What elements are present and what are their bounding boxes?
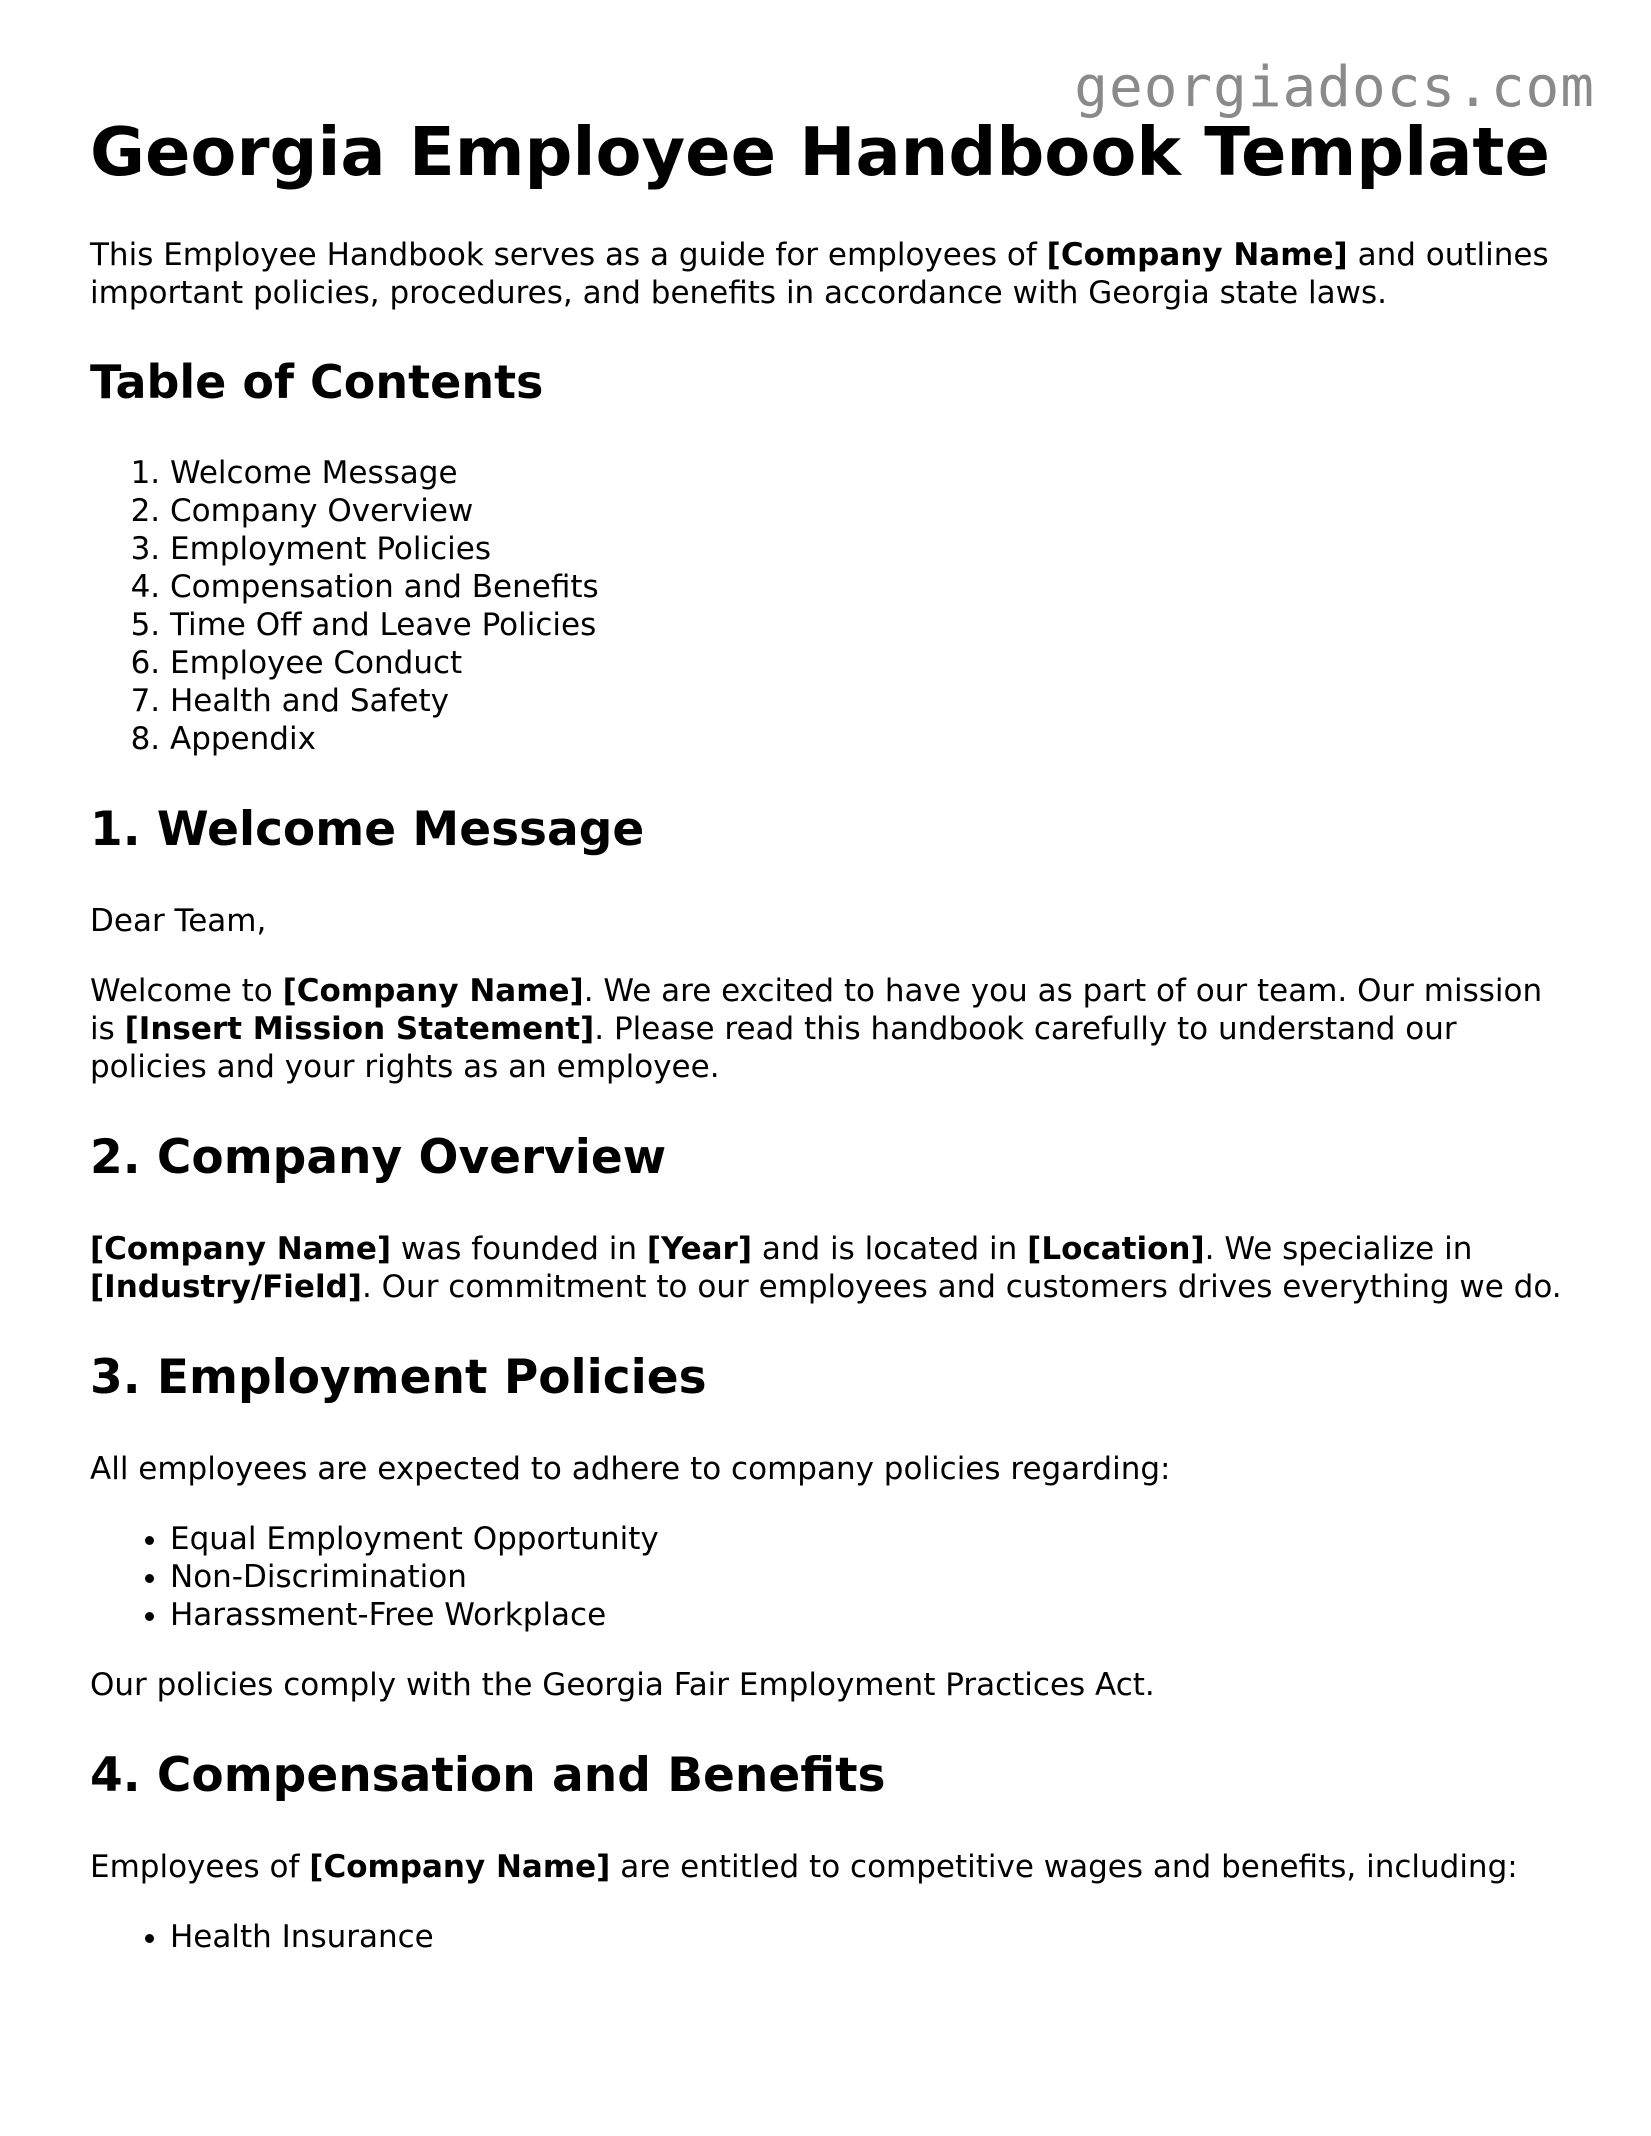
compensation-list-item: • Health Insurance bbox=[170, 1918, 1570, 1956]
document-body bbox=[90, 236, 1570, 1988]
toc-item: 3. Employment Policies bbox=[170, 530, 1570, 568]
policies-lead: All employees are expected to adhere to company policies regarding: bbox=[90, 1451, 1171, 1487]
overview-year-placeholder: [Year] bbox=[646, 1231, 753, 1267]
intro-company-placeholder: [Company Name] bbox=[1046, 237, 1348, 273]
compensation-text-2: are entitled to competitive wages and benefits, including: bbox=[610, 1849, 1518, 1885]
page-title: Georgia Employee Handbook Template bbox=[90, 113, 1550, 191]
welcome-paragraph bbox=[90, 972, 1570, 1086]
overview-text-3: . We specialize in bbox=[1204, 1231, 1473, 1267]
compensation-text-1: Employees of bbox=[90, 1849, 310, 1885]
policies-list-item: • Equal Employment Opportunity bbox=[170, 1520, 1570, 1558]
policies-closing: Our policies comply with the Georgia Fair Employment Practices Act. bbox=[90, 1667, 1155, 1703]
toc-item: 5. Time Off and Leave Policies bbox=[170, 606, 1570, 644]
overview-text-4: . Our commitment to our employees and customers drives everything we do. bbox=[361, 1269, 1562, 1305]
toc-item: 7. Health and Safety bbox=[170, 682, 1570, 720]
intro-paragraph bbox=[90, 236, 1570, 312]
policies-list-item: • Non-Discrimination bbox=[170, 1558, 1570, 1596]
overview-text-2: and is located in bbox=[752, 1231, 1028, 1267]
welcome-mission-placeholder: [Insert Mission Statement] bbox=[124, 1011, 595, 1047]
welcome-company-placeholder: [Company Name] bbox=[282, 973, 584, 1009]
toc-item: 6. Employee Conduct bbox=[170, 644, 1570, 682]
welcome-heading: 1. Welcome Message bbox=[90, 802, 645, 857]
compensation-paragraph bbox=[90, 1848, 1570, 1886]
overview-text-1: was founded in bbox=[391, 1231, 647, 1267]
overview-industry-placeholder: [Industry/Field] bbox=[90, 1269, 362, 1305]
welcome-text-2: . We are excited to have you as part of our team. Our mission is bbox=[90, 973, 1543, 1047]
overview-location-placeholder: [Location] bbox=[1027, 1231, 1205, 1267]
toc-item: 2. Company Overview bbox=[170, 492, 1570, 530]
toc-item: 1. Welcome Message bbox=[170, 454, 1570, 492]
welcome-greeting: Dear Team, bbox=[90, 903, 267, 939]
intro-text-before: This Employee Handbook serves as a guide for employees of bbox=[90, 237, 1047, 273]
overview-heading: 2. Company Overview bbox=[90, 1130, 667, 1185]
policies-heading: 3. Employment Policies bbox=[90, 1350, 707, 1405]
toc-heading: Table of Contents bbox=[90, 355, 544, 409]
welcome-text-3: . Please read this handbook carefully to understand our policies and your rights as an employee. bbox=[90, 1011, 1457, 1085]
policies-list-item: • Harassment-Free Workplace bbox=[170, 1596, 1570, 1634]
toc-list bbox=[90, 454, 1570, 758]
compensation-heading: 4. Compensation and Benefits bbox=[90, 1748, 886, 1803]
toc-item: 4. Compensation and Benefits bbox=[170, 568, 1570, 606]
intro-text-after: and outlines important policies, procedures, and benefits in accordance with Georgia state laws. bbox=[90, 237, 1549, 311]
watermark: georgiadocs.com bbox=[1074, 55, 1595, 120]
overview-paragraph bbox=[90, 1230, 1570, 1306]
toc-item: 8. Appendix bbox=[170, 720, 1570, 758]
compensation-list bbox=[90, 1918, 1570, 1956]
welcome-text-1: Welcome to bbox=[90, 973, 283, 1009]
policies-list bbox=[90, 1520, 1570, 1634]
compensation-company-placeholder: [Company Name] bbox=[309, 1849, 611, 1885]
overview-company-placeholder: [Company Name] bbox=[90, 1231, 392, 1267]
